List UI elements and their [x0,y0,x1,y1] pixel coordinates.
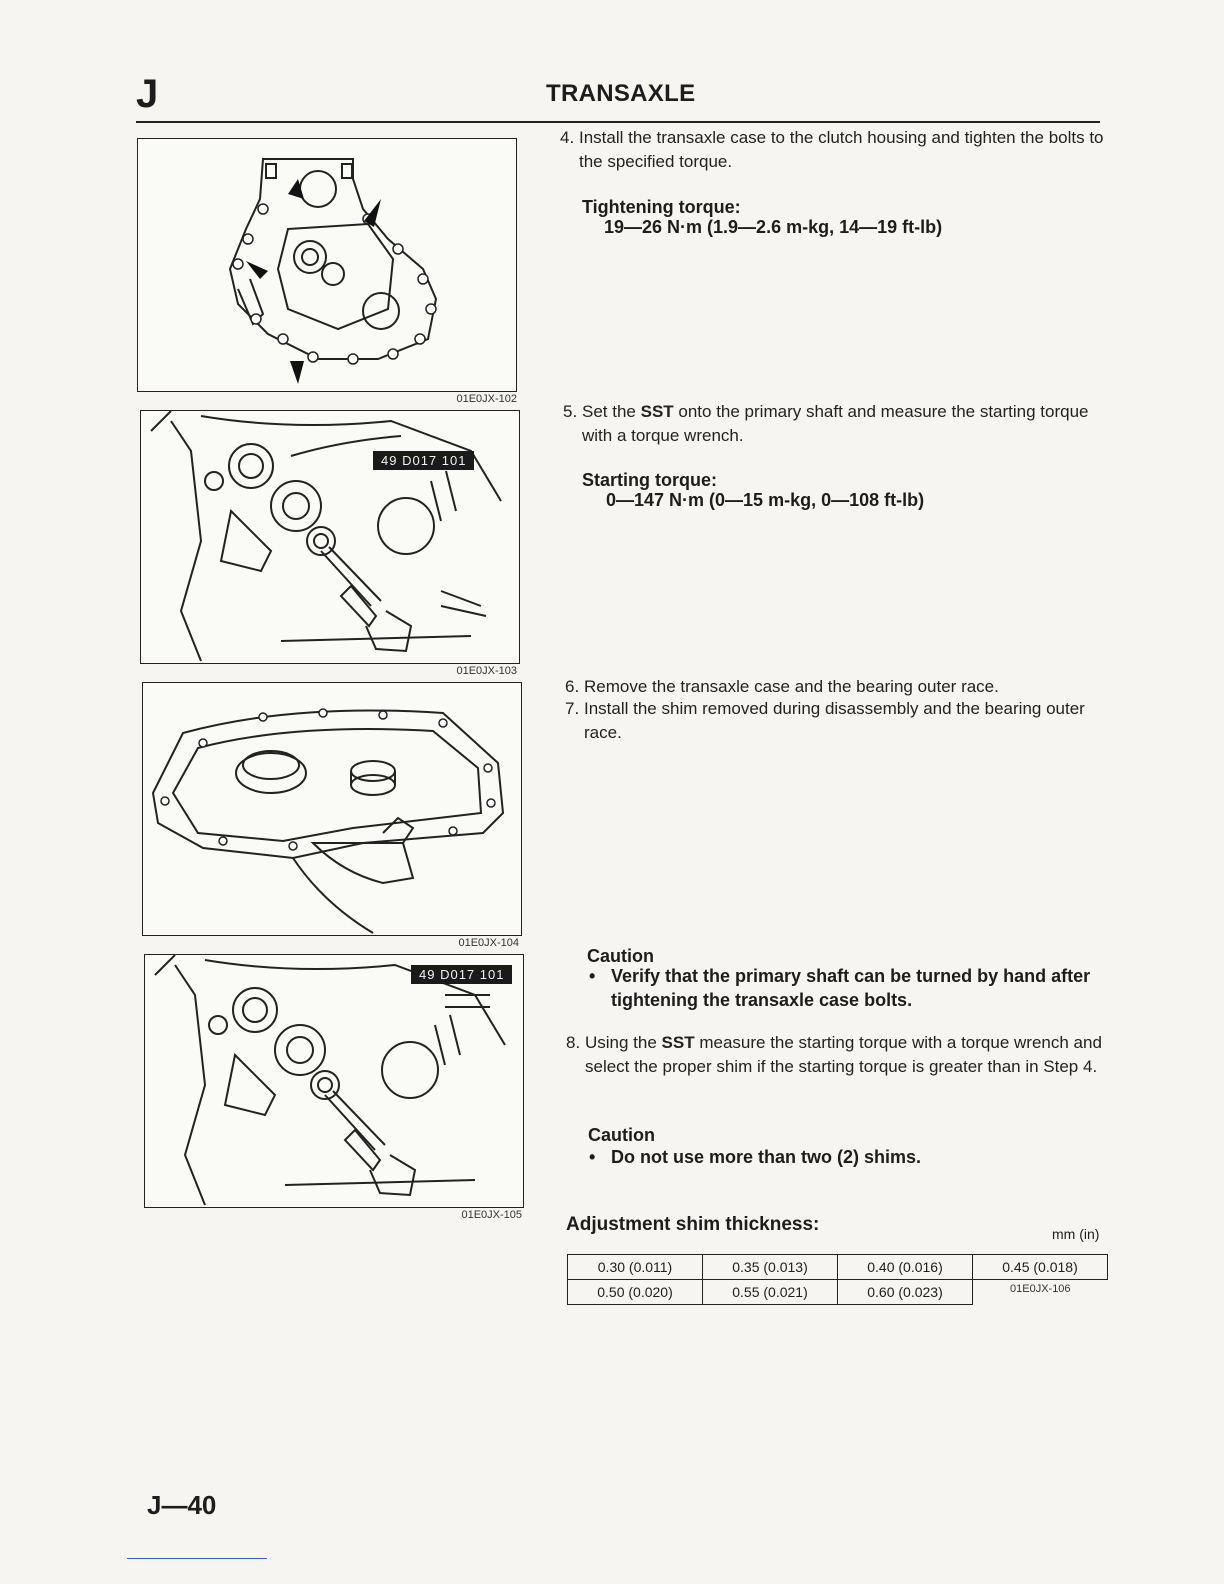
step-text: Remove the transaxle case and the bearing outer race. [584,677,999,696]
step-4 [560,126,1105,174]
starting-torque-value: 0—147 N·m (0—15 m-kg, 0—108 ft-lb) [606,490,925,510]
section-letter: J [136,72,159,116]
table-cell: 0.35 (0.013) [703,1255,838,1280]
step-number: 5. [563,402,578,421]
table-cell: 0.60 (0.023) [838,1280,973,1305]
page-number: J—40 [147,1490,217,1520]
page-title: TRANSAXLE [546,80,696,107]
step-text: onto the primary shaft and measure the starting torque with a torque wrench. [582,402,1089,445]
figure-shim-install [142,682,522,936]
figure-case-bolts [137,138,517,392]
table-cell: 0.50 (0.020) [568,1280,703,1305]
caution-text: Do not use more than two (2) shims. [611,1147,922,1167]
tightening-torque-label: Tightening torque: [582,197,741,217]
caution-text: Verify that the primary shaft can be turned by hand after tightening the transaxle case bolts. [611,966,1091,1010]
transaxle-case-illustration [138,139,516,391]
sst-wrench-illustration [141,411,519,663]
step-number: 4. [560,128,575,147]
sst-term: SST [640,402,674,421]
step-text: Using the [585,1033,662,1052]
step-8 [566,1031,1111,1079]
shim-table-heading: Adjustment shim thickness: [566,1214,820,1235]
step-number: 7. [565,699,580,718]
bullet: • [589,966,596,986]
figure-code: 01E0JX-105 [461,1209,522,1221]
caution-title: Caution [587,946,654,966]
figure-code: 01E0JX-106 [1010,1283,1071,1295]
table-cell: 0.45 (0.018) [973,1255,1108,1280]
step-text: measure the starting torque with a torque wrench and select the proper shim if the starting torque is greater than in Step 4. [585,1033,1102,1076]
header-rule [136,121,1100,123]
table-cell: 0.30 (0.011) [568,1255,703,1280]
figure-sst-torque [140,410,520,664]
tightening-torque-value: 19—26 N·m (1.9—2.6 m-kg, 14—19 ft-lb) [604,217,943,237]
table-cell: 0.40 (0.016) [838,1255,973,1280]
shim-install-illustration [143,683,521,935]
step-7 [565,697,1110,745]
figure-sst-measure [144,954,524,1208]
bottom-rule [127,1558,267,1559]
bullet: • [589,1147,596,1167]
table-cell: 0.55 (0.021) [703,1280,838,1305]
starting-torque-label: Starting torque: [582,470,717,490]
step-text: Install the shim removed during disassembly and the bearing outer race. [584,699,1085,742]
sst-tool-label: 49 D017 101 [411,965,512,984]
caution-item [589,1145,1114,1169]
table-row [568,1255,1108,1280]
sst-term: SST [661,1033,695,1052]
shim-table [567,1254,1108,1305]
step-number: 6. [565,677,580,696]
step-number: 8. [566,1033,581,1052]
figure-code: 01E0JX-104 [458,937,519,949]
step-text: Install the transaxle case to the clutch housing and tighten the bolts to the specified torque. [579,128,1104,171]
caution-title: Caution [588,1125,655,1145]
sst-tool-label: 49 D017 101 [373,451,474,470]
step-text: Set the [582,402,641,421]
figure-code: 01E0JX-103 [456,665,517,677]
shim-table-unit: mm (in) [1052,1226,1100,1242]
figure-code: 01E0JX-102 [456,393,517,405]
caution-item [589,964,1114,1012]
sst-wrench-illustration-2 [145,955,523,1207]
step-5 [563,400,1108,448]
step-6 [565,675,1110,699]
